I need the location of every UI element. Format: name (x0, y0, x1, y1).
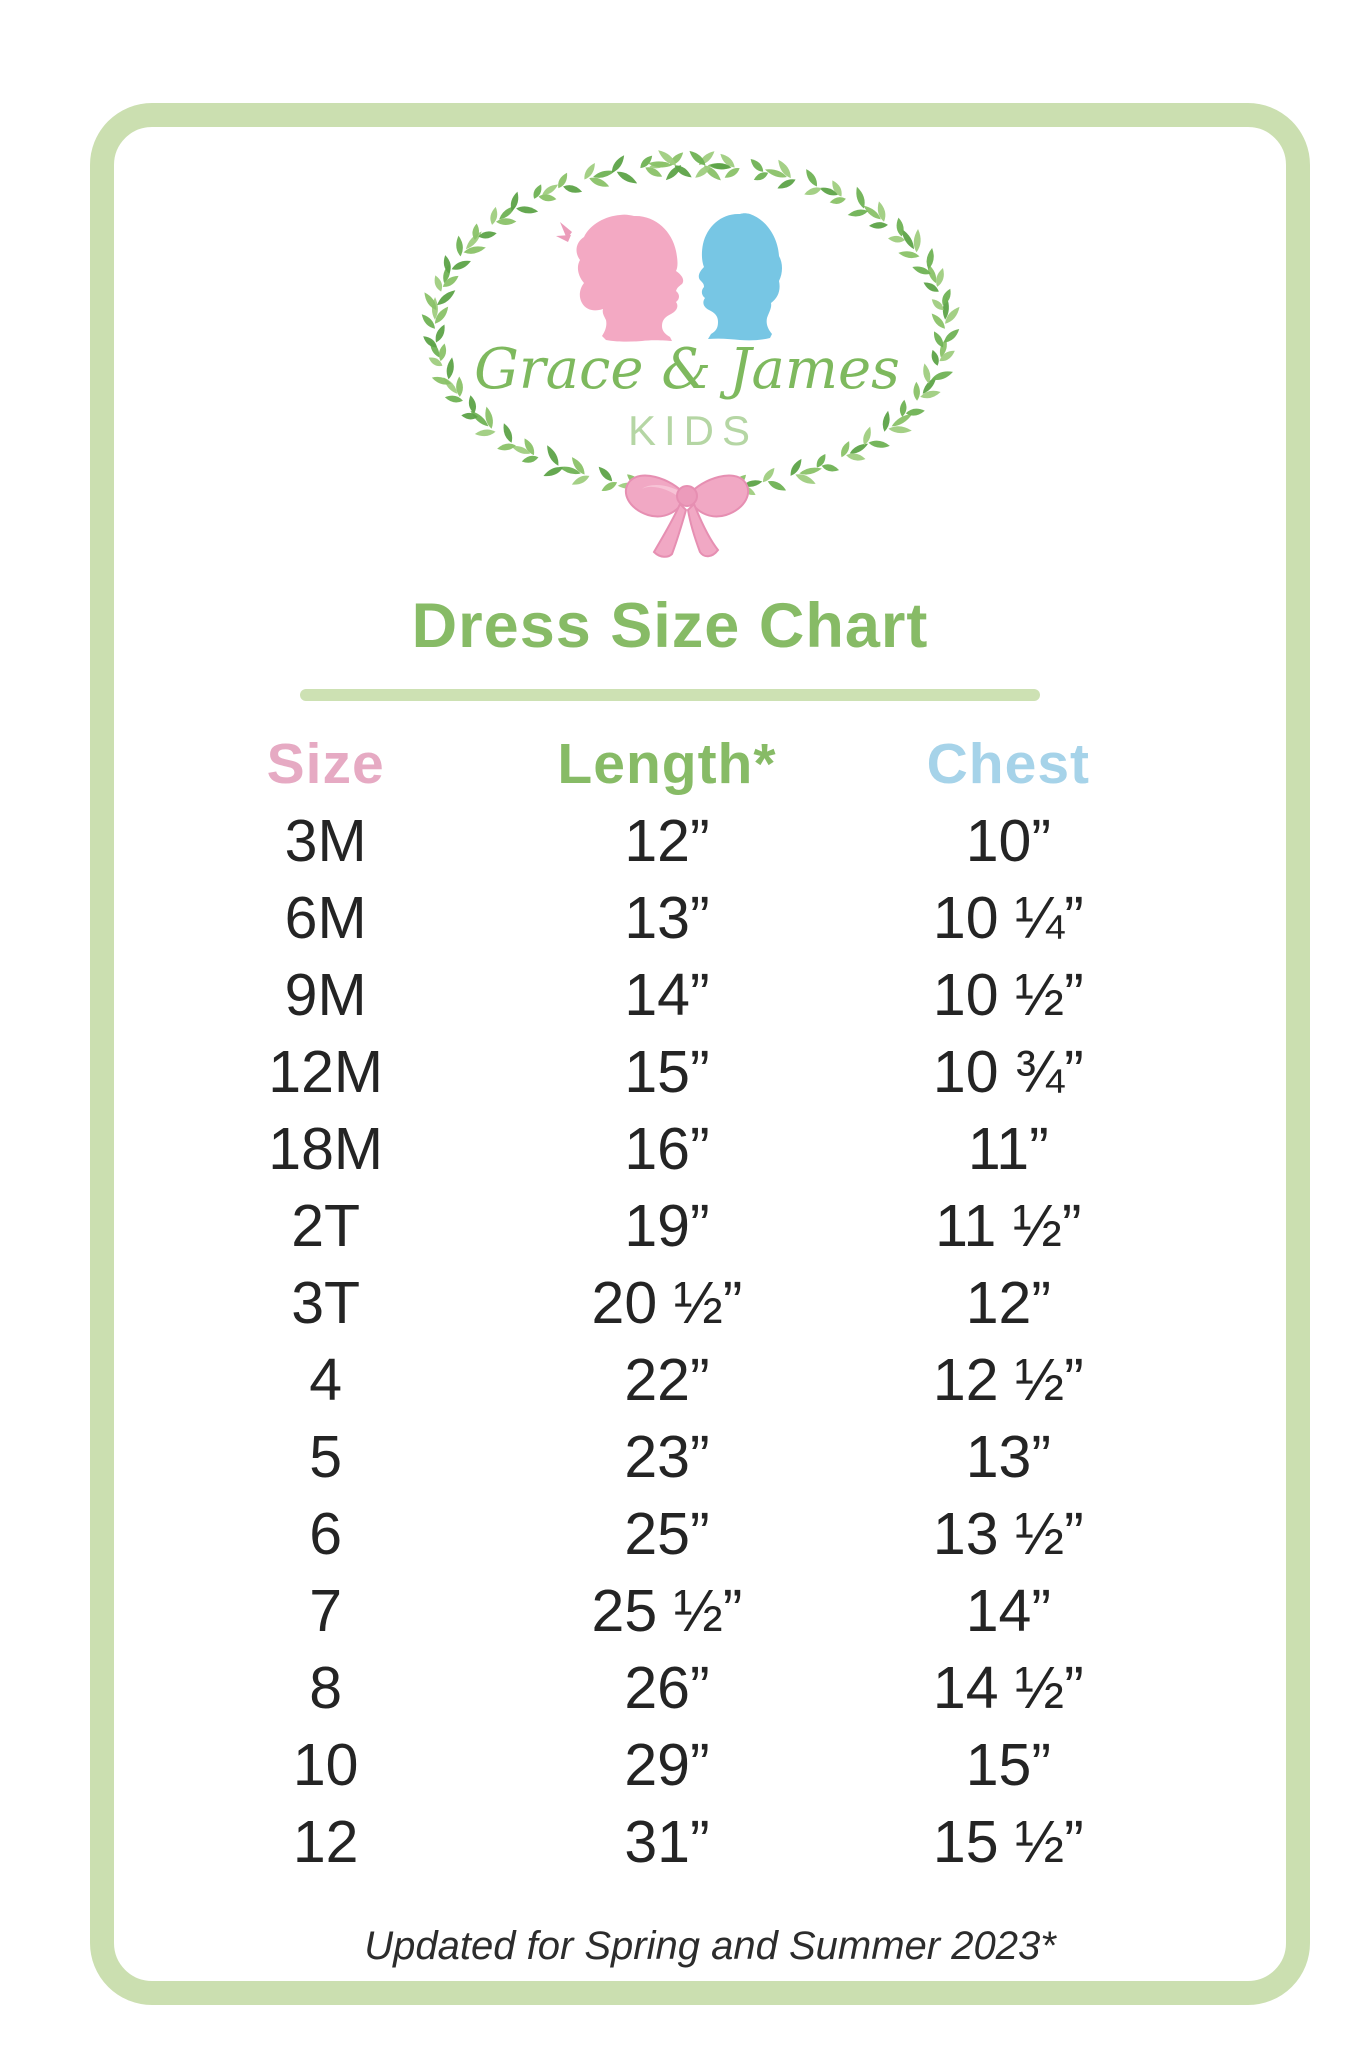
cell-size: 12M (268, 1038, 384, 1105)
cell-size: 18M (268, 1115, 384, 1182)
table-row (155, 1187, 1179, 1264)
cell-length: 22” (624, 1346, 710, 1413)
cell-chest: 10 ¼” (932, 884, 1084, 951)
cell-length: 25 ½” (591, 1577, 743, 1644)
brand-name: Grace & James (474, 337, 900, 402)
cell-length: 13” (624, 884, 710, 951)
table-row (155, 1264, 1179, 1341)
cell-length: 19” (624, 1192, 710, 1259)
cell-length: 20 ½” (591, 1269, 743, 1336)
cell-chest: 11” (967, 1115, 1049, 1182)
bow-icon (626, 476, 748, 557)
cell-length: 23” (624, 1423, 710, 1490)
cell-length: 31” (624, 1808, 710, 1875)
size-table (155, 726, 1179, 1880)
cell-chest: 14 ½” (932, 1654, 1084, 1721)
cell-length: 16” (624, 1115, 710, 1182)
cell-chest: 10 ½” (932, 961, 1084, 1028)
cell-chest: 10 ¾” (932, 1038, 1084, 1105)
brand-subtitle: KIDS (627, 407, 759, 454)
cell-length: 26” (624, 1654, 710, 1721)
page-title: Dress Size Chart (411, 591, 929, 661)
table-row (155, 956, 1179, 1033)
cell-chest: 11 ½” (935, 1192, 1082, 1259)
table-row (155, 879, 1179, 956)
boy-silhouette-icon (699, 213, 782, 340)
cell-size: 2T (291, 1192, 361, 1259)
cell-chest: 15 ½” (932, 1808, 1084, 1875)
cell-size: 4 (309, 1346, 343, 1413)
title-divider (300, 689, 1040, 701)
cell-size: 9M (284, 961, 367, 1028)
girl-hairtie-icon (556, 222, 572, 242)
cell-length: 14” (624, 961, 710, 1028)
table-header-row (155, 726, 1179, 802)
table-row (155, 1649, 1179, 1726)
footer-note: Updated for Spring and Summer 2023* (364, 1924, 1056, 1968)
table-row (155, 1110, 1179, 1187)
table-row (155, 1341, 1179, 1418)
cell-chest: 13” (965, 1423, 1051, 1490)
header-size: Size (266, 732, 385, 796)
cell-size: 12 (292, 1808, 359, 1875)
cell-chest: 12 ½” (932, 1346, 1084, 1413)
cell-size: 10 (292, 1731, 359, 1798)
cell-size: 6M (284, 884, 367, 951)
cell-size: 7 (309, 1577, 343, 1644)
cell-length: 29” (624, 1731, 710, 1798)
cell-length: 12” (624, 807, 710, 874)
header-chest: Chest (926, 732, 1091, 796)
cell-size: 3M (284, 807, 367, 874)
cell-length: 15” (624, 1038, 710, 1105)
cell-size: 3T (291, 1269, 361, 1336)
table-row (155, 1803, 1179, 1880)
header-length: Length* (557, 732, 777, 796)
cell-chest: 15” (965, 1731, 1051, 1798)
table-row (155, 1418, 1179, 1495)
table-row (155, 1572, 1179, 1649)
table-row (155, 802, 1179, 879)
cell-size: 8 (309, 1654, 343, 1721)
cell-chest: 12” (965, 1269, 1051, 1336)
cell-length: 25” (624, 1500, 710, 1567)
brand-logo (410, 140, 970, 620)
cell-size: 6 (309, 1500, 343, 1567)
table-row (155, 1033, 1179, 1110)
table-row (155, 1726, 1179, 1803)
girl-silhouette-icon (577, 215, 684, 342)
cell-chest: 14” (965, 1577, 1051, 1644)
table-row (155, 1495, 1179, 1572)
cell-chest: 10” (965, 807, 1051, 874)
cell-chest: 13 ½” (932, 1500, 1084, 1567)
cell-size: 5 (309, 1423, 343, 1490)
